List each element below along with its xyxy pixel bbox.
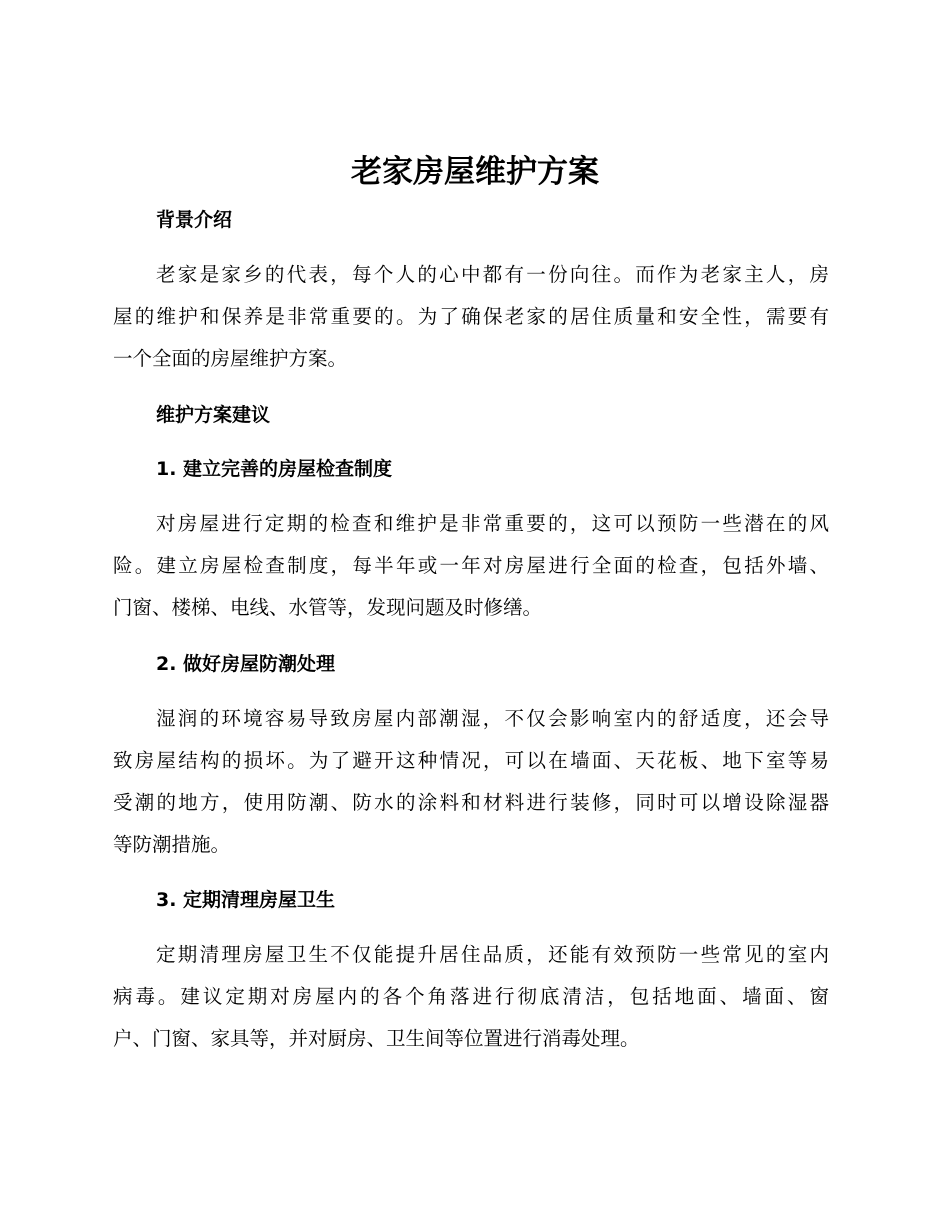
section-heading-inspection: 1. 建立完善的房屋检查制度 — [156, 458, 393, 480]
paragraph-line: 湿润的环境容易导致房屋内部潮湿，不仅会影响室内的舒适度，还会导 — [156, 707, 829, 730]
paragraph-background — [113, 254, 829, 380]
paragraph-cleaning — [113, 934, 829, 1060]
section-heading-cleaning: 3. 定期清理房屋卫生 — [156, 889, 336, 911]
section-heading-background: 背景介绍 — [156, 209, 233, 231]
paragraph-line: 等防潮措施。 — [113, 833, 231, 856]
paragraph-line: 致房屋结构的损坏。为了避开这种情况，可以在墙面、天花板、地下室等易 — [113, 749, 829, 772]
paragraph-line: 对房屋进行定期的检查和维护是非常重要的，这可以预防一些潜在的风 — [156, 512, 829, 535]
paragraph-line: 屋的维护和保养是非常重要的。为了确保老家的居住质量和安全性，需要有 — [113, 305, 829, 328]
paragraph-line: 户、门窗、家具等，并对厨房、卫生间等位置进行消毒处理。 — [113, 1027, 640, 1050]
paragraph-line: 险。建立房屋检查制度，每半年或一年对房屋进行全面的检查，包括外墙、 — [113, 554, 829, 577]
paragraph-line: 门窗、楼梯、电线、水管等，发现问题及时修缮。 — [113, 596, 543, 619]
paragraph-inspection — [113, 503, 829, 629]
section-heading-suggestions: 维护方案建议 — [156, 404, 271, 426]
paragraph-line: 老家是家乡的代表，每个人的心中都有一份向往。而作为老家主人，房 — [156, 263, 829, 286]
paragraph-line: 定期清理房屋卫生不仅能提升居住品质，还能有效预防一些常见的室内 — [156, 943, 829, 966]
paragraph-line: 病毒。建议定期对房屋内的各个角落进行彻底清洁，包括地面、墙面、窗 — [113, 985, 829, 1008]
document-title: 老家房屋维护方案 — [351, 154, 599, 190]
section-heading-moisture: 2. 做好房屋防潮处理 — [156, 653, 336, 675]
paragraph-moisture — [113, 698, 829, 866]
paragraph-line: 受潮的地方，使用防潮、防水的涂料和材料进行装修，同时可以增设除湿器 — [113, 791, 829, 814]
paragraph-line: 一个全面的房屋维护方案。 — [113, 347, 348, 370]
